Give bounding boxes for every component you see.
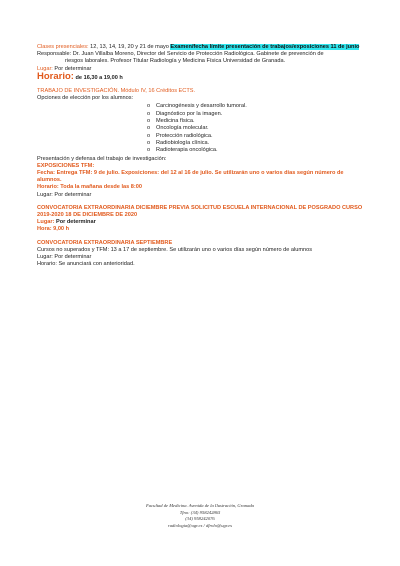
bullet-icon: o: [147, 118, 151, 125]
extra-dic-lugar: [37, 219, 372, 226]
trabajo-section: [37, 88, 372, 199]
horario-line: [37, 70, 372, 82]
horario-label: Horario:: [37, 70, 74, 82]
list-item: o Oncología molecular.: [147, 125, 209, 132]
footer-phone-2: (34) 958242076: [185, 516, 215, 522]
extra-sep-title: CONVOCATORIA EXTRAORDINARIA SEPTIEMBRE: [37, 239, 173, 246]
clases-line: [37, 44, 372, 51]
horario-value: de 16,30 a 19,00 h: [73, 74, 123, 81]
list-item: o Protección radiológica.: [147, 132, 213, 139]
exam-deadline-highlight: Examen/fecha límite presentación de trabajos/exposiciones 11 de junio: [170, 44, 360, 50]
page-footer: [0, 503, 400, 529]
bullet-icon: o: [147, 147, 151, 154]
bullet-icon: o: [147, 103, 151, 110]
extra-dic-section: [37, 205, 372, 234]
trabajo-intro: Opciones de elección por los alumnos:: [37, 95, 134, 102]
extra-dic-title-2: 2019-2020 18 DE DICIEMBRE DE 2020: [37, 211, 138, 218]
extra-sep-line-1: Cursos no superados y TFM: 13 a 17 de septiembre. Se utilizarán uno o varios días según número de alumnos: [37, 246, 313, 253]
extra-dic-lugar-value: Por determinar: [55, 219, 96, 226]
clases-dates: 12, 13, 14, 19, 20 y 21 de mayo: [88, 44, 171, 50]
list-item: o Radioterapia oncológica.: [147, 147, 218, 154]
footer-phone-1: Tfno: (34) 958242865: [179, 509, 221, 515]
extra-sep-section: [37, 240, 372, 269]
fecha-line: Fecha: Entrega TFM: 9 de julio. Exposiciones: del 12 al 16 de julio. Se utilizarán uno o varios días según número de: [37, 169, 344, 176]
extra-sep-line-3: Horario: Se anunciará con anterioridad.: [37, 261, 135, 268]
presentacion-line: Presentación y defensa del trabajo de investigación:: [37, 155, 167, 162]
extra-dic-hora: Hora: 9,00 h: [37, 226, 70, 233]
bullet-icon: o: [147, 110, 151, 117]
extra-sep-line-2: Lugar: Por determinar: [37, 253, 92, 260]
lugar-line: [37, 66, 372, 73]
lugar-tfm: Lugar: Por determinar: [37, 191, 92, 198]
footer-address: Facultad de Medicina. Avenida de la Ilustración, Granada: [146, 503, 254, 508]
responsable-line: Responsable: Dr. Juan Villalba Moreno, Director del Servicio de Protección Radiológica. Gabinete de prevención de: [37, 51, 324, 58]
list-item: o Diagnóstico por la imagen.: [147, 110, 223, 117]
horario-tfm: Horario: Toda la mañana desde las 8:00: [37, 184, 142, 191]
responsable-line-2: riesgos laborales. Profesor Titular Radiología y Medicina Física Universidad de Granada.: [65, 58, 286, 65]
extra-dic-lugar-label: Lugar:: [37, 219, 56, 226]
trabajo-title: TRABAJO DE INVESTIGACIÓN. Módulo IV, 16 Créditos ECTS.: [37, 88, 196, 95]
lugar-label: Lugar:: [37, 65, 53, 72]
extra-dic-title: CONVOCATORIA EXTRAORDINARIA DICIEMBRE PREVIA SOLICITUD ESCUELA INTERNACIONAL DE POSGRADO CURSO: [37, 204, 363, 211]
bullet-icon: o: [147, 139, 151, 146]
fecha-line-2: alumnos.: [37, 177, 62, 184]
list-item: o Carcinogénesis y desarrollo tumoral.: [147, 103, 247, 110]
list-item: o Medicina física.: [147, 118, 195, 125]
bullet-icon: o: [147, 132, 151, 139]
list-item: o Radiobiología clínica.: [147, 139, 210, 146]
clases-label: Clases presenciales:: [37, 44, 89, 50]
exposiciones-label: EXPOSICIONES TFM:: [37, 162, 95, 169]
footer-email: radiologia@ugr.es / dfrolo@ugr.es: [167, 522, 233, 528]
options-list: [37, 103, 372, 154]
bullet-icon: o: [147, 125, 151, 132]
document-page: [37, 44, 372, 268]
lugar-value: Por determinar: [52, 65, 92, 72]
